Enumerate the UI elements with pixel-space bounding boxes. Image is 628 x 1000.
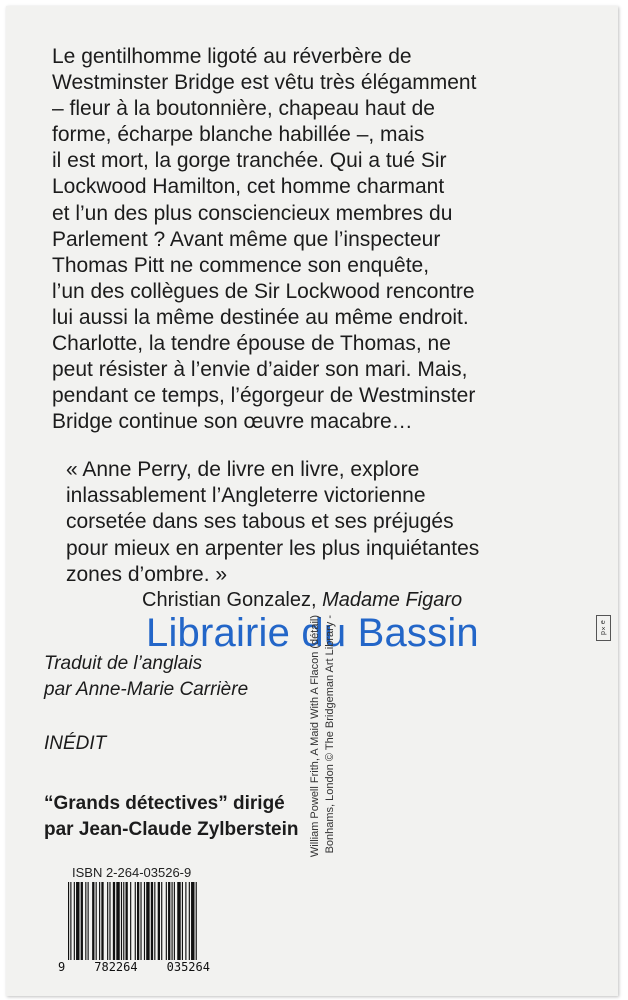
synopsis-line: Parlement ? Avant même que l’inspecteur (52, 227, 441, 251)
barcode-bar (158, 882, 160, 960)
synopsis-line: Westminster Bridge est vêtu très élégamment (52, 71, 477, 95)
barcode-bar (161, 882, 162, 960)
translator-line: par Anne-Marie Carrière (44, 679, 249, 700)
barcode-bar (101, 882, 103, 960)
barcode-digit-group: 782264 (94, 960, 138, 974)
synopsis-line: Charlotte, la tendre épouse de Thomas, ne (52, 332, 451, 356)
barcode-bar (196, 882, 197, 966)
synopsis-line: lui aussi la même destinée au même endroit. (52, 305, 469, 329)
barcode-digit-group: 9 (58, 960, 66, 974)
quote-publication: Madame Figaro (322, 589, 463, 611)
barcode-bar (137, 882, 139, 966)
synopsis-line: il est mort, la gorge tranchée. Qui a tué Sir (52, 149, 447, 173)
synopsis-line: Thomas Pitt ne commence son enquête, (52, 253, 430, 277)
barcode-bar (81, 882, 83, 960)
synopsis-line: pendant ce temps, l’égorgeur de Westminster (52, 384, 476, 408)
barcode-bar (68, 882, 69, 966)
barcode-digit-group: 035264 (166, 960, 210, 974)
synopsis-line: Le gentilhomme ligoté au réverbère de (52, 45, 412, 68)
quote-line: « Anne Perry, de livre en livre, explore (66, 458, 420, 481)
barcode-bar (121, 882, 122, 960)
quote-author: Christian Gonzalez, (142, 589, 323, 611)
credit-line: William Powell Frith, A Maid With A Flacon (détail) (309, 615, 321, 858)
collection-credit (44, 791, 298, 843)
barcode-bar (189, 882, 190, 960)
barcode-bar (177, 882, 180, 960)
press-quote (66, 457, 566, 588)
synopsis-line: forme, écharpe blanche habillée –, mais (52, 123, 425, 147)
credit-line: Bonhams, London © The Bridgeman Art Library - (324, 615, 336, 854)
credit-text (308, 615, 338, 915)
barcode-bar (185, 882, 186, 960)
synopsis-line: – fleur à la boutonnière, chapeau haut de (52, 97, 435, 121)
synopsis-line: peut résister à l’envie d’aider son mari. Mais, (52, 358, 468, 382)
cover-art-credit (309, 615, 610, 915)
barcode-bar (107, 882, 108, 960)
barcode-bar (182, 882, 183, 960)
barcode-bar (70, 882, 71, 966)
barcode (58, 882, 210, 974)
barcode-bar (99, 882, 100, 960)
barcode-bar (172, 882, 173, 960)
quote-line: inlassablement l’Angleterre victorienne (66, 484, 426, 508)
quote-line: zones d’ombre. » (66, 562, 228, 586)
barcode-bar (126, 882, 128, 960)
collection-line: par Jean-Claude Zylberstein (44, 819, 299, 840)
barcode-bar (151, 882, 153, 960)
synopsis-line: l’un des collègues de Sir Lockwood rencontre (52, 279, 475, 303)
quote-attribution (142, 589, 462, 612)
barcode-bar (154, 882, 155, 960)
synopsis-line: et l’un des plus consciencieux membres du (52, 201, 453, 225)
barcode-bar (96, 882, 97, 960)
translator-line: Traduit de l’anglais (44, 653, 203, 674)
publisher-logo: p×e (596, 615, 611, 641)
barcode-bar (74, 882, 75, 960)
barcode-bar (92, 882, 94, 960)
barcode-bar (109, 882, 110, 960)
collection-line: “Grands détectives” dirigé (44, 793, 285, 814)
quote-line: corsetée dans ses tabous et ses préjugés (66, 510, 454, 534)
barcode-bar (146, 882, 149, 960)
barcode-bar (116, 882, 119, 960)
barcode-bar (166, 882, 167, 960)
barcode-bar (144, 882, 145, 960)
synopsis-line: Lockwood Hamilton, cet homme charmant (52, 175, 445, 199)
barcode-bar (135, 882, 136, 966)
isbn-number: ISBN 2-264-03526-9 (72, 865, 192, 880)
barcode-bar (88, 882, 89, 960)
barcode-bar (130, 882, 131, 960)
synopsis-text (52, 44, 572, 435)
barcode-bar (76, 882, 79, 960)
edition-label: INÉDIT (44, 733, 107, 754)
synopsis-line: Bridge continue son œuvre macabre… (52, 410, 413, 434)
barcode-bar (113, 882, 115, 960)
barcode-bar (168, 882, 170, 960)
quote-line: pour mieux en arpenter les plus inquiétantes (66, 536, 480, 560)
barcode-bars (68, 882, 210, 966)
barcode-digits (58, 960, 210, 974)
barcode-bar (85, 882, 86, 960)
barcode-bar (123, 882, 124, 960)
barcode-bar (191, 882, 194, 966)
barcode-bar (174, 882, 175, 960)
barcode-bar (140, 882, 141, 960)
bookseller-watermark: Librairie du Bassin (146, 611, 479, 655)
translator-credit (44, 651, 248, 703)
